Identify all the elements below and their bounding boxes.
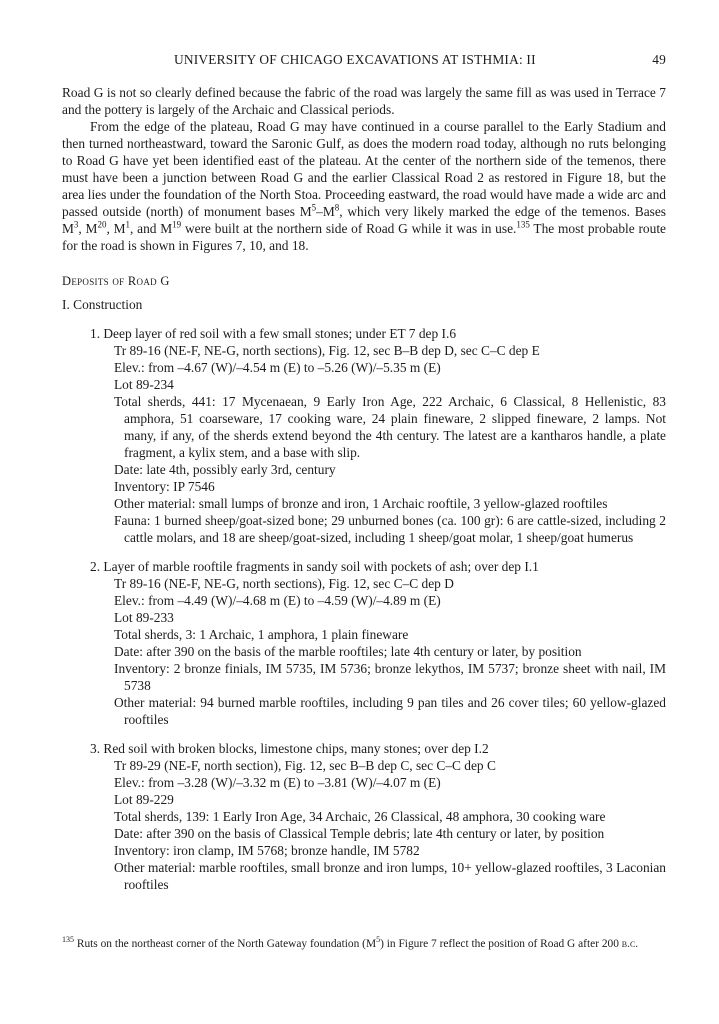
deposit-detail-line: Tr 89-29 (NE-F, north section), Fig. 12, sec B–B dep C, sec C–C dep C: [114, 758, 496, 773]
superscript: 19: [172, 219, 182, 230]
p2-text: , and M: [130, 221, 173, 236]
superscript: 1: [125, 219, 131, 230]
deposit-detail-line: Elev.: from –4.67 (W)/–4.54 m (E) to –5.26 (W)/–5.35 m (E): [114, 360, 441, 375]
deposit-detail-line: Total sherds, 139: 1 Early Iron Age, 34 Archaic, 26 Classical, 48 amphora, 30 cooking ware: [114, 809, 606, 824]
deposit-detail-line: Lot 89-233: [114, 610, 174, 625]
paragraph-1: Road G is not so clearly defined because the fabric of the road was largely the same fill as was used in Terrace 7 and the pottery is largely of the Archaic and Classical periods.: [62, 85, 666, 117]
deposit-title: 2. Layer of marble rooftile fragments in sandy soil with pockets of ash; over dep I.1: [90, 559, 539, 574]
deposit-detail-line: Tr 89-16 (NE-F, NE-G, north sections), Fig. 12, sec C–C dep D: [114, 576, 454, 591]
deposit-detail-line: Elev.: from –4.49 (W)/–4.68 m (E) to –4.59 (W)/–4.89 m (E): [114, 593, 441, 608]
deposit-detail-line: Total sherds, 3: 1 Archaic, 1 amphora, 1 plain fineware: [114, 627, 409, 642]
running-header: [62, 52, 666, 72]
deposit-entry: [62, 558, 666, 728]
deposit-detail-line: Inventory: iron clamp, IM 5768; bronze handle, IM 5782: [114, 843, 420, 858]
deposit-detail-line: Lot 89-229: [114, 792, 174, 807]
deposit-detail-line: Other material: marble rooftiles, small bronze and iron lumps, 10+ yellow-glazed rooftiles, 3 Laconian rooftiles: [114, 860, 666, 892]
deposit-detail-line: Inventory: IP 7546: [114, 479, 215, 494]
p2-text: , M: [78, 221, 98, 236]
section-heading: Deposits of Road G: [62, 274, 170, 288]
footnote-number: 135: [62, 935, 74, 945]
p2-text: , which very likely marked the edge of the temenos. Bases M: [62, 204, 666, 236]
main-text: [62, 84, 666, 893]
deposit-detail-line: Other material: 94 burned marble rooftiles, including 9 pan tiles and 26 cover tiles; 60 yellow-glazed rooftiles: [114, 695, 666, 727]
superscript: 5: [311, 202, 317, 213]
deposit-detail-line: Other material: small lumps of bronze and iron, 1 Archaic rooftile, 3 yellow-glazed rooftiles: [114, 496, 608, 511]
p2-text: The most probable route for the road is shown in Figures 7, 10, and 18.: [62, 221, 666, 253]
deposit-entry: [62, 325, 666, 546]
deposit-title: 1. Deep layer of red soil with a few small stones; under ET 7 dep I.6: [90, 326, 457, 341]
deposit-detail-line: Fauna: 1 burned sheep/goat-sized bone; 29 unburned bones (ca. 100 gr): 6 are cattle-sized, including 2 cattle molars, and 18 are sheep/goat-sized, including 1 sheep/goat molar, 1 sheep/goat humerus: [114, 513, 666, 545]
p2-text: were built at the northern side of Road G while it was in use.: [181, 221, 517, 236]
deposit-detail-line: Date: after 390 on the basis of Classical Temple debris; late 4th century or later, by position: [114, 826, 605, 841]
p2-text: –M: [316, 204, 335, 219]
deposit-detail-line: Lot 89-234: [114, 377, 174, 392]
deposit-entry: [62, 740, 666, 893]
deposit-detail-line: Tr 89-16 (NE-F, NE-G, north sections), Fig. 12, sec B–B dep D, sec C–C dep E: [114, 343, 540, 358]
deposit-detail-line: Total sherds, 441: 17 Mycenaean, 9 Early Iron Age, 222 Archaic, 6 Classical, 8 Hellenistic, 83 amphora, 51 coarseware, 17 cooking ware, 24 plain fineware, 2 slipped fineware, 2 lamps. Not many, if any, of the sherds extend beyond the 4th century. The latest are a kantharos handle, a plate fragment, a kylix stem, and a base with slip.: [114, 394, 666, 460]
p2-text: , M: [106, 221, 126, 236]
deposit-detail-line: Date: after 390 on the basis of the marble rooftiles; late 4th century or later, by position: [114, 644, 582, 659]
deposit-detail-line: Elev.: from –3.28 (W)/–3.32 m (E) to –3.81 (W)/–4.07 m (E): [114, 775, 441, 790]
running-title: UNIVERSITY OF CHICAGO EXCAVATIONS AT ISTHMIA: II: [174, 52, 536, 67]
footnote-ref[interactable]: 135: [516, 219, 530, 230]
deposit-detail-line: Date: late 4th, possibly early 3rd, century: [114, 462, 336, 477]
subsection-heading: I. Construction: [62, 297, 143, 312]
paragraph-2: [62, 118, 666, 254]
deposit-title: 3. Red soil with broken blocks, limestone chips, many stones; over dep I.2: [90, 741, 489, 756]
deposit-detail-line: Inventory: 2 bronze finials, IM 5735, IM 5736; bronze lekythos, IM 5737; bronze sheet with nail, IM 5738: [114, 661, 666, 693]
p2-text: From the edge of the plateau, Road G may have continued in a course parallel to the Early Stadium and then turned northeastward, toward the Saronic Gulf, as does the modern road today, although no ruts belonging to Road G have yet been identified east of the plateau. At the center of the northern side of the temenos, there must have been a junction between Road G and the earlier Classical Road 2 as restored in Figure 18, but the area lies under the foundation of the North Stoa. Proceeding eastward, the road would have made a wide arc and passed outside (north) of monument bases M: [62, 119, 666, 219]
footnote-text: $^{135}$ Ruts on the northeast corner of the North Gateway foundation $(M^5)$ in Figure 7 reflect the position of Road G after 200 b.c.: [62, 935, 639, 950]
superscript: 3: [73, 219, 79, 230]
deposit-list: [62, 325, 666, 893]
page-number: 49: [652, 52, 666, 67]
footnote: [62, 936, 666, 953]
superscript: 20: [97, 219, 107, 230]
superscript: 8: [334, 202, 340, 213]
